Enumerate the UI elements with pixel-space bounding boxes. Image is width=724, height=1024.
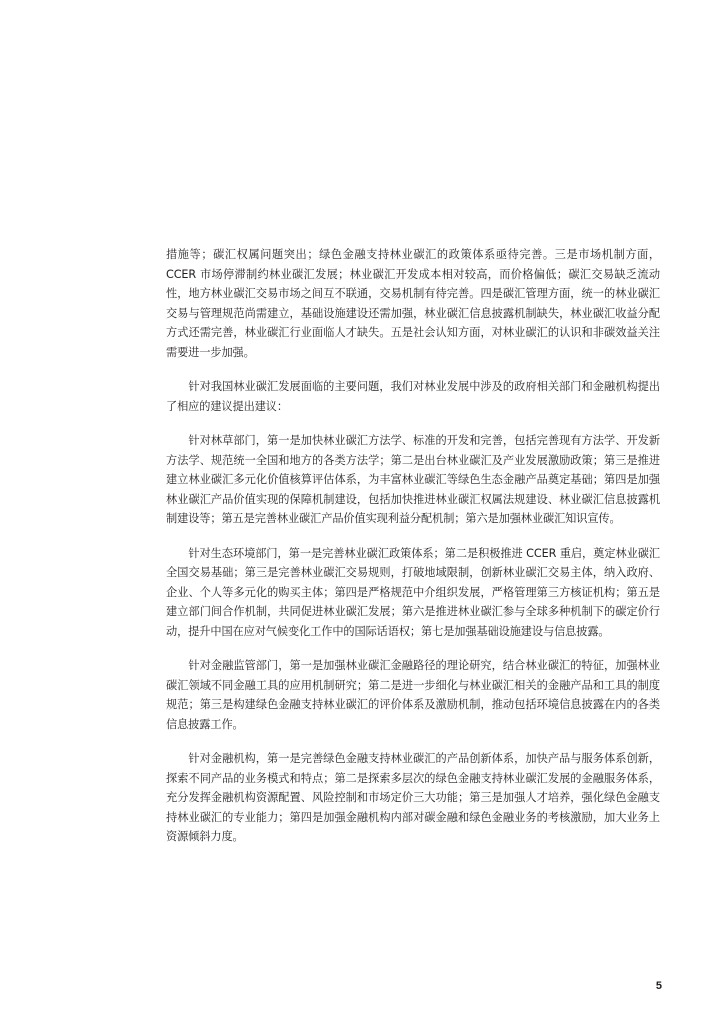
paragraph-intro-recommendations: 针对我国林业碳汇发展面临的主要问题，我们对林业发展中涉及的政府相关部门和金融机构提出了相应的建议提出建议： — [166, 380, 660, 413]
body-text — [166, 245, 660, 862]
paragraph-continued: 措施等；碳汇权属问题突出；绿色金融支持林业碳汇的政策体系亟待完善。三是市场机制方面，CCER 市场停滞制约林业碳汇发展；林业碳汇开发成本相对较高，而价格偏低；碳汇交易缺乏流动性，地方林业碳汇交易市场之间互不联通，交易机制有待完善。四是碳汇管理方面，统一的林业碳汇交易与管理规范尚需建立，基础设施建设还需加强，林业碳汇信息披露机制缺失，林业碳汇收益分配方式还需完善，林业碳汇行业面临人才缺失。五是社会认知方面，对林业碳汇的认识和非碳效益关注需要进一步加强。 — [166, 248, 660, 359]
paragraph-forestry-department: 针对林草部门，第一是加快林业碳汇方法学、标准的开发和完善，包括完善现有方法学、开发新方法学、规范统一全国和地方的各类方法学；第二是出台林业碳汇及产业发展激励政策；第三是推进建立林业碳汇多元化价值核算评估体系，为丰富林业碳汇等绿色生态金融产品奠定基础；第四是加强林业碳汇产品价值实现的保障机制建设，包括加快推进林业碳汇权属法规建设、林业碳汇信息披露机制建设等；第五是完善林业碳汇产品价值实现利益分配机制；第六是加强林业碳汇知识宣传。 — [166, 434, 660, 525]
paragraph-ecology-department: 针对生态环境部门，第一是完善林业碳汇政策体系；第二是积极推进 CCER 重启，奠定林业碳汇全国交易基础；第三是完善林业碳汇交易规则，打破地域限制，创新林业碳汇交易主体，纳入政府、企业、个人等多元化的购买主体；第四是严格规范中介组织发展，严格管理第三方核证机构；第五是建立部门间合作机制，共同促进林业碳汇发展；第六是推进林业碳汇参与全球多种机制下的碳定价行动，提升中国在应对气候变化工作中的国际话语权；第七是加强基础设施建设与信息披露。 — [166, 546, 660, 638]
paragraph-financial-institutions: 针对金融机构，第一是完善绿色金融支持林业碳汇的产品创新体系，加快产品与服务体系创新，探索不同产品的业务模式和特点；第二是探索多层次的绿色金融支持林业碳汇发展的金融服务体系，充分发挥金融机构资源配置、风险控制和市场定价三大功能；第三是加强人才培养，强化绿色金融支持林业碳汇的专业能力；第四是加强金融机构内部对碳金融和绿色金融业务的考核激励，加大业务上资源倾斜力度。 — [166, 752, 660, 843]
page-number: 5 — [655, 980, 662, 992]
paragraph-financial-regulator: 针对金融监管部门，第一是加强林业碳汇金融路径的理论研究，结合林业碳汇的特征，加强林业碳汇领域不同金融工具的应用机制研究；第二是进一步细化与林业碳汇相关的金融产品和工具的制度规范；第三是构建绿色金融支持林业碳汇的评价体系及激励机制，推动包括环境信息披露在内的各类信息披露工作。 — [166, 659, 660, 731]
